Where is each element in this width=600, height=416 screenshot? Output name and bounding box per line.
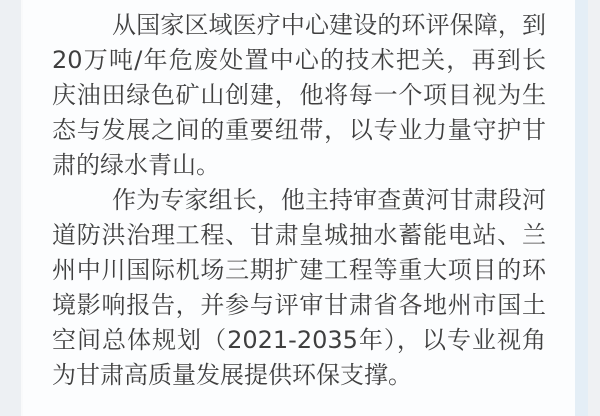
article-body	[52, 8, 546, 393]
article-content-column	[23, 0, 575, 416]
page-right-accent-band	[575, 0, 588, 416]
page-right-margin	[588, 0, 600, 416]
article-paragraph: 作为专家组长，他主持审查黄河甘肃段河道防洪治理工程、甘肃皇城抽水蓄能电站、兰州中川国际机场三期扩建工程等重大项目的环境影响报告，并参与评审甘肃省各地州市国土空间总体规划（2021-2035年），以专业视角为甘肃高质量发展提供环保支撑。	[52, 186, 546, 389]
page-left-margin	[0, 0, 21, 416]
article-paragraph: 从国家区域医疗中心建设的环评保障，到20万吨/年危废处置中心的技术把关，再到长庆油田绿色矿山创建，他将每一个项目视为生态与发展之间的重要纽带，以专业力量守护甘肃的绿水青山。	[52, 11, 546, 179]
